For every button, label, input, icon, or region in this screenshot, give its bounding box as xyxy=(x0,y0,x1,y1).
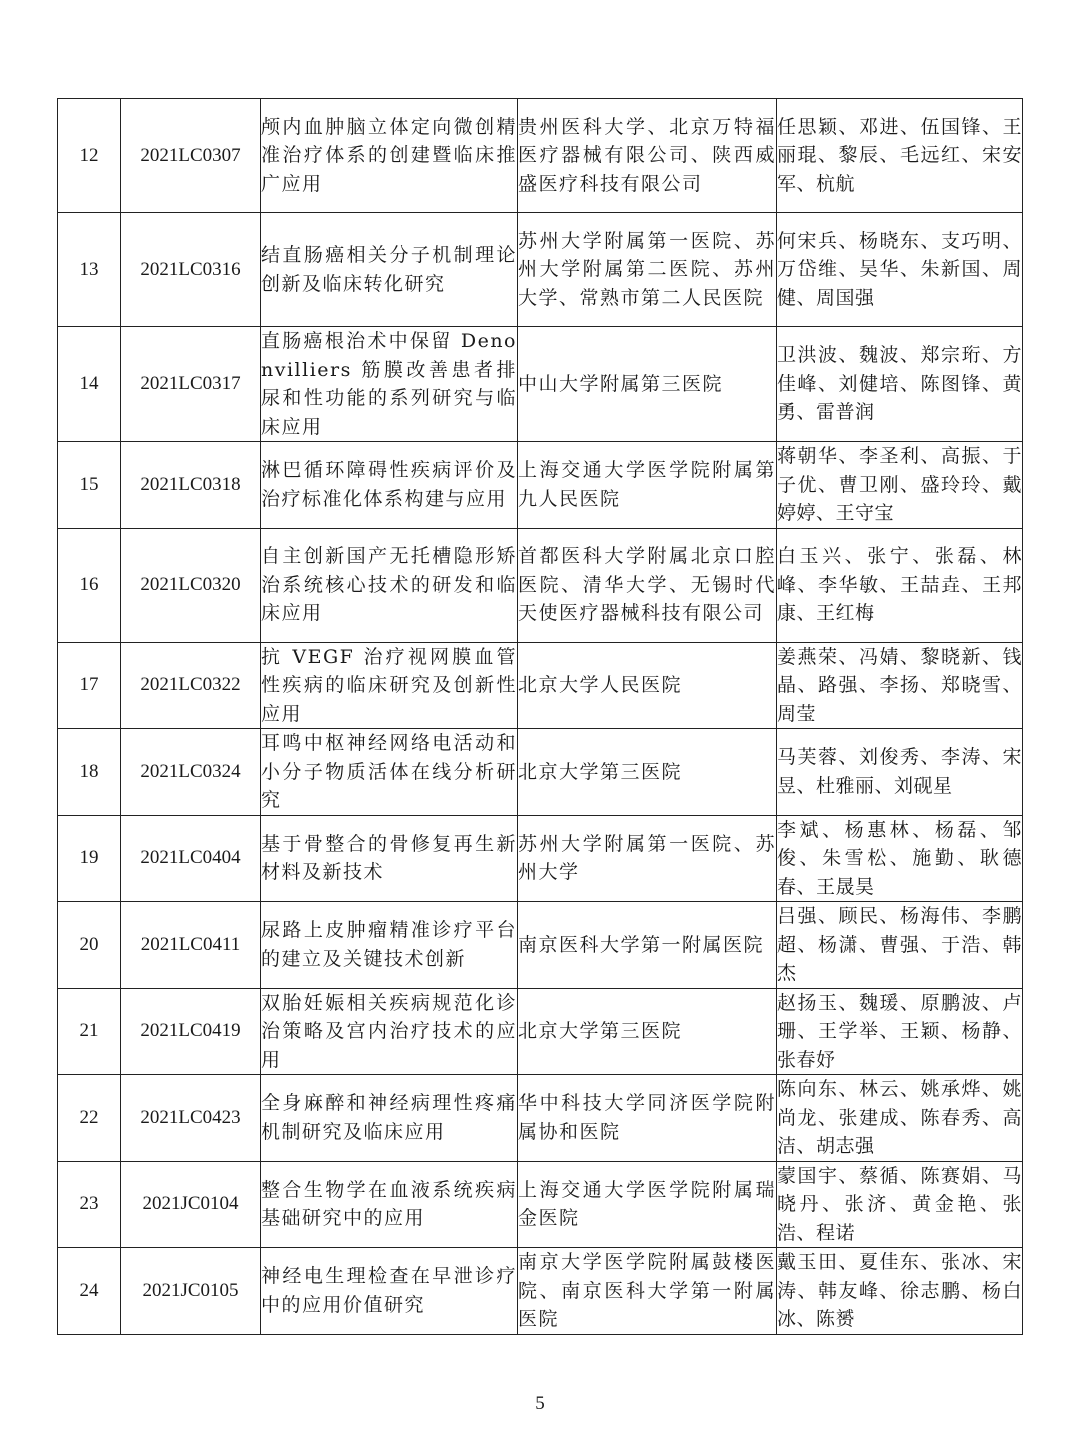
table-row xyxy=(58,99,1023,213)
contributors: 赵扬玉、魏瑗、原鹏波、卢珊、王学举、王颖、杨静、张春妤 xyxy=(777,988,1023,1075)
project-name: 自主创新国产无托槽隐形矫治系统核心技术的研发和临床应用 xyxy=(261,528,518,642)
project-code: 2021JC0104 xyxy=(121,1161,261,1248)
project-name: 神经电生理检查在早泄诊疗中的应用价值研究 xyxy=(261,1248,518,1335)
project-code: 2021LC0317 xyxy=(121,327,261,442)
organizations: 北京大学第三医院 xyxy=(518,729,777,816)
project-name: 抗 VEGF 治疗视网膜血管性疾病的临床研究及创新性应用 xyxy=(261,642,518,729)
project-name: 尿路上皮肿瘤精准诊疗平台的建立及关键技术创新 xyxy=(261,902,518,989)
row-number: 15 xyxy=(58,442,121,529)
project-code: 2021LC0423 xyxy=(121,1075,261,1162)
row-number: 22 xyxy=(58,1075,121,1162)
project-code: 2021LC0316 xyxy=(121,213,261,327)
row-number: 13 xyxy=(58,213,121,327)
contributors: 姜燕荣、冯婧、黎晓新、钱晶、路强、李扬、郑晓雪、周莹 xyxy=(777,642,1023,729)
award-table xyxy=(57,98,1023,1335)
project-code: 2021JC0105 xyxy=(121,1248,261,1335)
project-name: 基于骨整合的骨修复再生新材料及新技术 xyxy=(261,815,518,902)
contributors: 马芙蓉、刘俊秀、李涛、宋昱、杜雅丽、刘砚星 xyxy=(777,729,1023,816)
organizations: 华中科技大学同济医学院附属协和医院 xyxy=(518,1075,777,1162)
table-row xyxy=(58,1248,1023,1335)
table-row xyxy=(58,327,1023,442)
row-number: 18 xyxy=(58,729,121,816)
project-code: 2021LC0322 xyxy=(121,642,261,729)
project-name: 颅内血肿脑立体定向微创精准治疗体系的创建暨临床推广应用 xyxy=(261,99,518,213)
table-row xyxy=(58,642,1023,729)
organizations: 上海交通大学医学院附属第九人民医院 xyxy=(518,442,777,529)
project-code: 2021LC0411 xyxy=(121,902,261,989)
organizations: 中山大学附属第三医院 xyxy=(518,327,777,442)
contributors: 蒋朝华、李圣利、高振、于子优、曹卫刚、盛玲玲、戴婷婷、王守宝 xyxy=(777,442,1023,529)
table-row xyxy=(58,213,1023,327)
row-number: 17 xyxy=(58,642,121,729)
row-number: 24 xyxy=(58,1248,121,1335)
project-name: 整合生物学在血液系统疾病基础研究中的应用 xyxy=(261,1161,518,1248)
project-name: 全身麻醉和神经病理性疼痛机制研究及临床应用 xyxy=(261,1075,518,1162)
contributors: 陈向东、林云、姚承烨、姚尚龙、张建成、陈春秀、高洁、胡志强 xyxy=(777,1075,1023,1162)
contributors: 蒙国宇、蔡循、陈赛娟、马晓丹、张济、黄金艳、张浩、程诺 xyxy=(777,1161,1023,1248)
organizations: 北京大学第三医院 xyxy=(518,988,777,1075)
table-row xyxy=(58,815,1023,902)
project-code: 2021LC0318 xyxy=(121,442,261,529)
organizations: 南京大学医学院附属鼓楼医院、南京医科大学第一附属医院 xyxy=(518,1248,777,1335)
contributors: 吕强、顾民、杨海伟、李鹏超、杨潇、曹强、于浩、韩杰 xyxy=(777,902,1023,989)
organizations: 苏州大学附属第一医院、苏州大学 xyxy=(518,815,777,902)
contributors: 白玉兴、张宁、张磊、林峰、李华敏、王喆垚、王邦康、王红梅 xyxy=(777,528,1023,642)
table-row xyxy=(58,1161,1023,1248)
project-code: 2021LC0320 xyxy=(121,528,261,642)
organizations: 苏州大学附属第一医院、苏州大学附属第二医院、苏州大学、常熟市第二人民医院 xyxy=(518,213,777,327)
table-row xyxy=(58,1075,1023,1162)
table-row xyxy=(58,988,1023,1075)
project-name: 结直肠癌相关分子机制理论创新及临床转化研究 xyxy=(261,213,518,327)
row-number: 14 xyxy=(58,327,121,442)
page-number: 5 xyxy=(535,1393,545,1414)
contributors: 何宋兵、杨晓东、支巧明、万岱维、吴华、朱新国、周健、周国强 xyxy=(777,213,1023,327)
project-code: 2021LC0419 xyxy=(121,988,261,1075)
row-number: 23 xyxy=(58,1161,121,1248)
contributors: 李斌、杨惠林、杨磊、邹俊、朱雪松、施勤、耿德春、王晟昊 xyxy=(777,815,1023,902)
table-row xyxy=(58,528,1023,642)
project-name: 双胎妊娠相关疾病规范化诊治策略及宫内治疗技术的应用 xyxy=(261,988,518,1075)
project-name: 直肠癌根治术中保留 Denonvilliers 筋膜改善患者排尿和性功能的系列研究与临床应用 xyxy=(261,327,518,442)
row-number: 20 xyxy=(58,902,121,989)
project-name: 耳鸣中枢神经网络电活动和小分子物质活体在线分析研究 xyxy=(261,729,518,816)
table-row xyxy=(58,729,1023,816)
project-name: 淋巴循环障碍性疾病评价及治疗标准化体系构建与应用 xyxy=(261,442,518,529)
project-code: 2021LC0404 xyxy=(121,815,261,902)
row-number: 21 xyxy=(58,988,121,1075)
project-code: 2021LC0307 xyxy=(121,99,261,213)
organizations: 上海交通大学医学院附属瑞金医院 xyxy=(518,1161,777,1248)
row-number: 12 xyxy=(58,99,121,213)
contributors: 任思颖、邓进、伍国锋、王丽琨、黎辰、毛远红、宋安军、杭航 xyxy=(777,99,1023,213)
table-row xyxy=(58,902,1023,989)
organizations: 贵州医科大学、北京万特福医疗器械有限公司、陕西威盛医疗科技有限公司 xyxy=(518,99,777,213)
organizations: 南京医科大学第一附属医院 xyxy=(518,902,777,989)
organizations: 北京大学人民医院 xyxy=(518,642,777,729)
contributors: 卫洪波、魏波、郑宗珩、方佳峰、刘健培、陈图锋、黄勇、雷普润 xyxy=(777,327,1023,442)
row-number: 16 xyxy=(58,528,121,642)
table-row xyxy=(58,442,1023,529)
organizations: 首都医科大学附属北京口腔医院、清华大学、无锡时代天使医疗器械科技有限公司 xyxy=(518,528,777,642)
contributors: 戴玉田、夏佳东、张冰、宋涛、韩友峰、徐志鹏、杨白冰、陈赟 xyxy=(777,1248,1023,1335)
project-code: 2021LC0324 xyxy=(121,729,261,816)
row-number: 19 xyxy=(58,815,121,902)
